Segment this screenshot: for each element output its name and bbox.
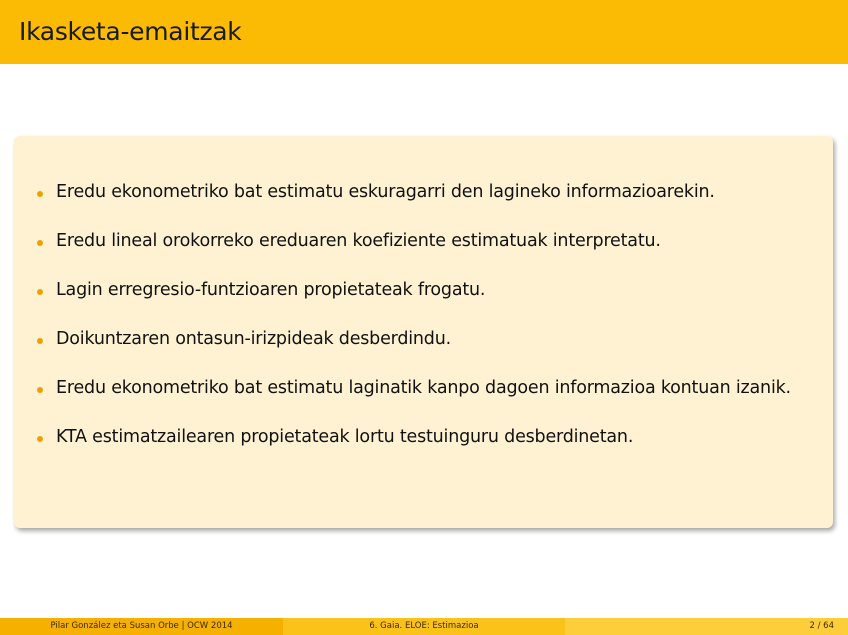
title-bar <box>0 0 848 64</box>
objective-text: Eredu ekonometriko bat estimatu eskuragarri den lagineko informazioarekin. <box>56 182 715 202</box>
objectives-list <box>36 180 826 474</box>
objective-item <box>36 376 826 400</box>
bullet-icon <box>37 240 43 246</box>
footer-bar <box>0 618 848 635</box>
footer-page-area <box>565 618 848 635</box>
objective-item <box>36 278 826 302</box>
objective-item <box>36 327 826 351</box>
bullet-icon <box>37 191 43 197</box>
bullet-icon <box>37 289 43 295</box>
footer-section: 6. Gaia. ELOE: Estimazioa <box>283 618 565 635</box>
objective-item <box>36 425 826 449</box>
objective-text: KTA estimatzailearen propietateak lortu testuinguru desberdinetan. <box>56 427 634 447</box>
page-number: 2 / 64 <box>809 621 834 631</box>
objective-text: Doikuntzaren ontasun-irizpideak desberdindu. <box>56 329 451 349</box>
bullet-icon <box>37 436 43 442</box>
objective-text: Lagin erregresio-funtzioaren propietateak frogatu. <box>56 280 486 300</box>
bullet-icon <box>37 338 43 344</box>
objective-item <box>36 180 826 204</box>
objective-text: Eredu lineal orokorreko ereduaren koefiziente estimatuak interpretatu. <box>56 231 661 251</box>
footer-authors: Pilar González eta Susan Orbe | OCW 2014 <box>0 618 283 635</box>
objective-text: Eredu ekonometriko bat estimatu laginatik kanpo dagoen informazioa kontuan izanik. <box>56 378 791 398</box>
objective-item <box>36 229 826 253</box>
slide-title: Ikasketa-emaitzak <box>19 17 242 46</box>
objectives-block <box>14 136 833 528</box>
bullet-icon <box>37 387 43 393</box>
